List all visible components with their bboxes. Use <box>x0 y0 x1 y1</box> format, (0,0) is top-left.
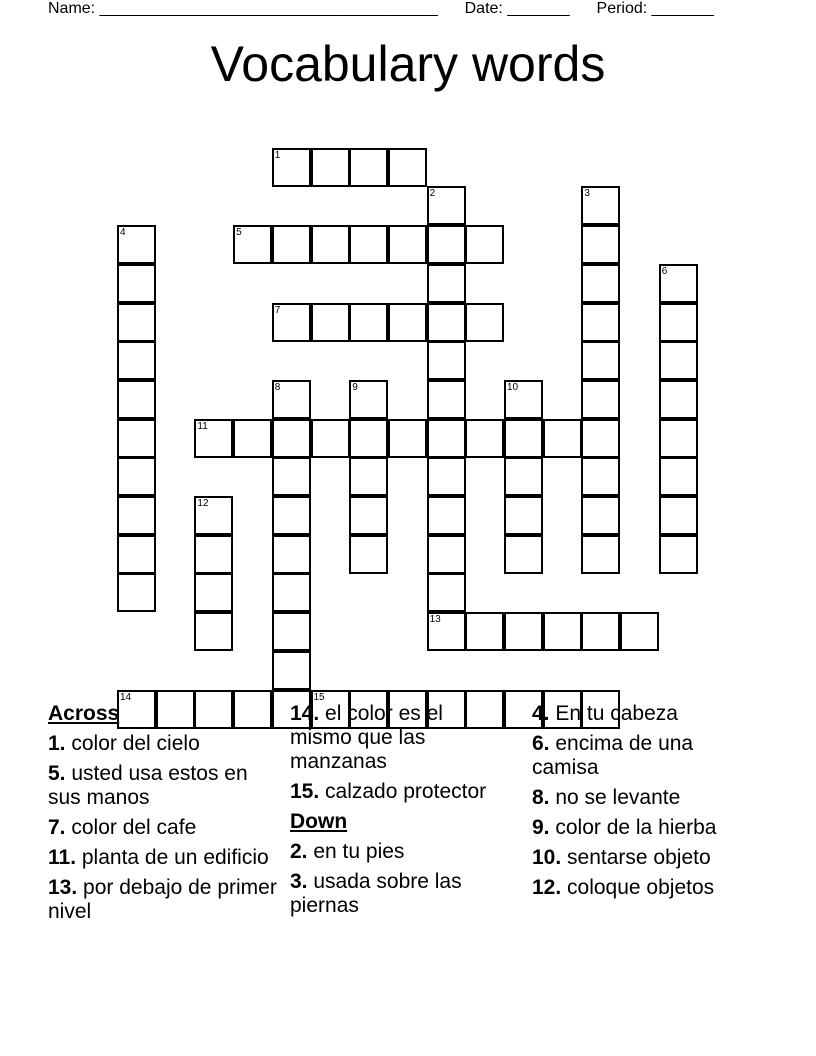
crossword-cell[interactable] <box>272 496 311 535</box>
clue-item <box>48 876 280 924</box>
crossword-cell[interactable] <box>427 573 466 612</box>
clue-section-heading: Down <box>290 810 348 833</box>
clue-number: 13. <box>48 876 78 899</box>
crossword-cell[interactable] <box>581 303 620 342</box>
crossword-cell[interactable] <box>427 457 466 496</box>
clue-item <box>532 846 762 870</box>
crossword-cell[interactable] <box>581 186 620 225</box>
crossword-cell[interactable] <box>272 612 311 651</box>
clue-text: en tu pies <box>307 840 405 863</box>
clue-number: 14. <box>290 702 320 725</box>
crossword-cell[interactable] <box>427 186 466 225</box>
clue-number: 5. <box>48 762 66 785</box>
crossword-cell[interactable] <box>388 225 427 264</box>
clue-number-label: 13 <box>429 614 441 626</box>
crossword-cell[interactable] <box>117 496 156 535</box>
clue-number: 3. <box>290 870 308 893</box>
crossword-cell[interactable] <box>272 651 311 690</box>
crossword-cell[interactable] <box>117 457 156 496</box>
clue-item <box>290 780 490 804</box>
crossword-cell[interactable] <box>117 303 156 342</box>
clue-text: coloque objetos <box>561 876 715 899</box>
clue-item <box>532 876 762 900</box>
crossword-cell[interactable] <box>272 380 311 419</box>
clue-text: color del cafe <box>65 816 197 839</box>
clue-number: 7. <box>48 816 66 839</box>
crossword-cell[interactable] <box>659 457 698 496</box>
crossword-cell[interactable] <box>349 535 388 574</box>
crossword-cell[interactable] <box>117 535 156 574</box>
crossword-cell[interactable] <box>581 264 620 303</box>
crossword-cell[interactable] <box>117 341 156 380</box>
clue-number: 11. <box>48 846 77 869</box>
clue-text: color del cielo <box>65 732 200 755</box>
clue-item <box>532 816 762 840</box>
clue-text: sentarse objeto <box>561 846 711 869</box>
crossword-cell[interactable] <box>659 535 698 574</box>
crossword-cell[interactable] <box>194 573 233 612</box>
clue-number-label: 1 <box>274 149 281 161</box>
crossword-cell[interactable] <box>194 612 233 651</box>
crossword-cell[interactable] <box>659 341 698 380</box>
clue-number: 4. <box>532 702 550 725</box>
crossword-cell[interactable] <box>427 496 466 535</box>
clue-section-heading: Across <box>48 702 120 725</box>
crossword-cell[interactable] <box>349 148 388 187</box>
crossword-cell[interactable] <box>117 380 156 419</box>
crossword-cell[interactable] <box>504 419 543 458</box>
clue-item <box>48 732 280 756</box>
clue-item <box>48 762 280 810</box>
clue-number: 12. <box>532 876 562 899</box>
clue-column-3 <box>532 702 762 906</box>
crossword-cell[interactable] <box>388 419 427 458</box>
clue-number-label: 4 <box>120 227 126 239</box>
crossword-cell[interactable] <box>349 457 388 496</box>
clue-number: 10. <box>532 846 562 869</box>
crossword-cell[interactable] <box>311 225 350 264</box>
crossword-cell[interactable] <box>427 341 466 380</box>
crossword-cell[interactable] <box>427 264 466 303</box>
crossword-cell[interactable] <box>659 380 698 419</box>
crossword-cell[interactable] <box>465 303 504 342</box>
clue-number: 8. <box>532 786 550 809</box>
crossword-cell[interactable] <box>233 419 272 458</box>
crossword-cell[interactable] <box>272 303 311 342</box>
crossword-cell[interactable] <box>659 496 698 535</box>
clue-number-label: 5 <box>236 227 242 239</box>
crossword-cell[interactable] <box>581 457 620 496</box>
crossword-cell[interactable] <box>194 535 233 574</box>
crossword-cell[interactable] <box>272 457 311 496</box>
clue-number-label: 11 <box>197 420 208 432</box>
clue-item <box>290 840 490 864</box>
clue-item <box>532 732 762 780</box>
clue-item <box>532 702 762 726</box>
crossword-cell[interactable] <box>272 225 311 264</box>
page-title: Vocabulary words <box>210 36 606 92</box>
clue-number-label: 15 <box>313 691 325 703</box>
crossword-cell[interactable] <box>272 573 311 612</box>
clue-item <box>48 816 280 840</box>
crossword-cell[interactable] <box>504 612 543 651</box>
clue-text: color de la hierba <box>549 816 717 839</box>
crossword-cell[interactable] <box>311 303 350 342</box>
clue-item <box>48 846 280 870</box>
clue-number: 6. <box>532 732 550 755</box>
date-field-label: Date: _______ <box>464 0 570 17</box>
crossword-cell[interactable] <box>581 496 620 535</box>
crossword-cell[interactable] <box>581 225 620 264</box>
clue-text: planta de un edificio <box>76 846 269 869</box>
crossword-cell[interactable] <box>427 303 466 342</box>
crossword-cell[interactable] <box>427 380 466 419</box>
clue-text: encima de una camisa <box>532 732 694 779</box>
crossword-cell[interactable] <box>427 225 466 264</box>
crossword-cell[interactable] <box>620 612 659 651</box>
crossword-cell[interactable] <box>311 148 350 187</box>
crossword-cell[interactable] <box>272 148 311 187</box>
clue-item <box>532 786 762 810</box>
clue-number-label: 3 <box>584 188 590 200</box>
crossword-cell[interactable] <box>504 535 543 574</box>
crossword-cell[interactable] <box>465 225 504 264</box>
crossword-cell[interactable] <box>465 612 504 651</box>
clue-text: usted usa estos en sus manos <box>48 762 248 809</box>
clue-text: no se levante <box>549 786 681 809</box>
crossword-cell[interactable] <box>465 419 504 458</box>
crossword-cell[interactable] <box>427 535 466 574</box>
clue-text: En tu cabeza <box>549 702 678 725</box>
clue-text: calzado protector <box>319 780 487 803</box>
crossword-cell[interactable] <box>504 457 543 496</box>
crossword-cell[interactable] <box>581 535 620 574</box>
clue-number: 9. <box>532 816 550 839</box>
crossword-cell[interactable] <box>349 225 388 264</box>
crossword-cell[interactable] <box>194 496 233 535</box>
crossword-cell[interactable] <box>504 496 543 535</box>
clue-number: 1. <box>48 732 66 755</box>
crossword-cell[interactable] <box>117 264 156 303</box>
clue-item <box>290 702 490 774</box>
clue-number-label: 7 <box>274 304 281 316</box>
crossword-cell[interactable] <box>349 496 388 535</box>
crossword-cell[interactable] <box>543 612 582 651</box>
clue-number-label: 6 <box>661 265 668 277</box>
crossword-cell[interactable] <box>581 612 620 651</box>
clue-text: por debajo de primer nivel <box>48 876 277 923</box>
crossword-cell[interactable] <box>117 419 156 458</box>
crossword-cell[interactable] <box>659 264 698 303</box>
crossword-cell[interactable] <box>349 303 388 342</box>
crossword-cell[interactable] <box>388 303 427 342</box>
crossword-cell[interactable] <box>659 419 698 458</box>
crossword-cell[interactable] <box>117 225 156 264</box>
period-field-label: Period: _______ <box>596 0 714 17</box>
crossword-cell[interactable] <box>349 419 388 458</box>
clue-text: usada sobre las piernas <box>290 870 462 917</box>
clue-text: el color es el mismo que las manzanas <box>290 702 443 773</box>
clue-number: 15. <box>290 780 320 803</box>
crossword-cell[interactable] <box>117 573 156 612</box>
clue-item <box>290 870 490 918</box>
crossword-cell[interactable] <box>504 380 543 419</box>
crossword-cell[interactable] <box>427 419 466 458</box>
crossword-cell[interactable] <box>233 225 272 264</box>
crossword-cell[interactable] <box>194 419 233 458</box>
crossword-cell[interactable] <box>581 380 620 419</box>
clue-number-label: 12 <box>197 498 209 509</box>
crossword-cell[interactable] <box>427 612 466 651</box>
clue-number-label: 14 <box>120 691 132 703</box>
clue-number-label: 10 <box>507 381 519 393</box>
crossword-cell[interactable] <box>581 419 620 458</box>
crossword-cell[interactable] <box>388 148 427 187</box>
crossword-cell[interactable] <box>272 419 311 458</box>
crossword-cell[interactable] <box>349 380 388 419</box>
clue-number-label: 8 <box>274 381 281 393</box>
clue-number-label: 9 <box>352 381 358 393</box>
name-field-label: Name: ______________________________________ <box>48 0 438 17</box>
clue-number: 2. <box>290 840 308 863</box>
clue-column-2 <box>290 702 490 924</box>
crossword-cell[interactable] <box>311 419 350 458</box>
crossword-cell[interactable] <box>272 535 311 574</box>
clue-column-1 <box>48 702 280 930</box>
clue-number-label: 2 <box>429 188 436 200</box>
crossword-cell[interactable] <box>543 419 582 458</box>
crossword-cell[interactable] <box>581 341 620 380</box>
crossword-cell[interactable] <box>659 303 698 342</box>
